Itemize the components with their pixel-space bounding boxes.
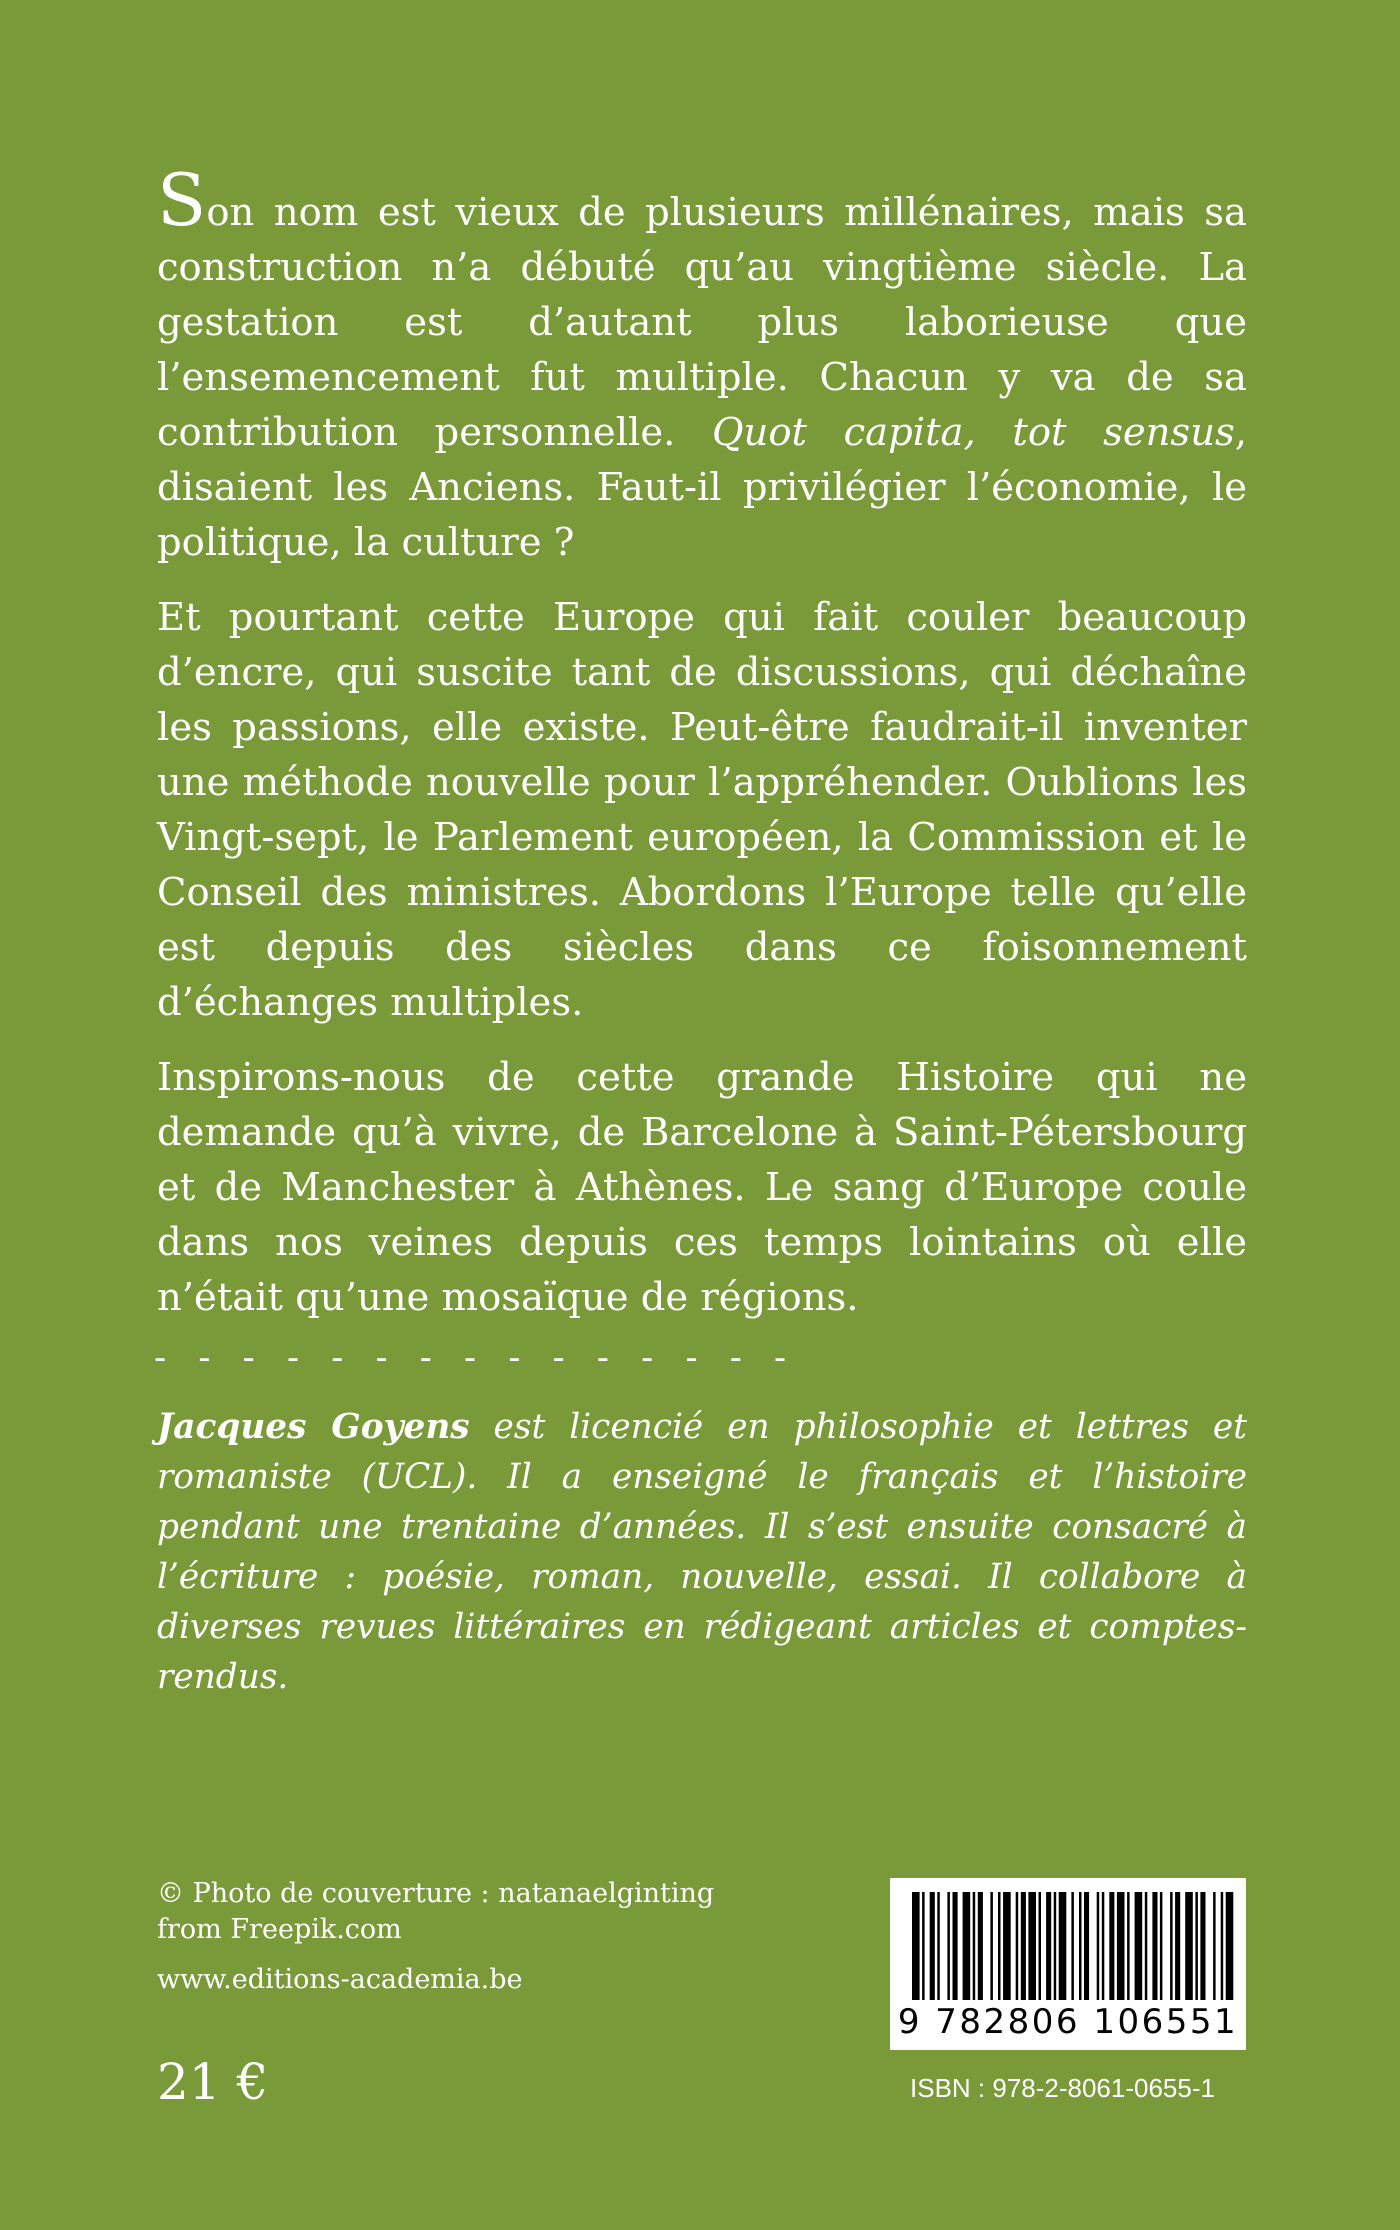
- barcode-bar: [1097, 1892, 1100, 2000]
- barcode-digits: 9 782806 106551: [897, 2002, 1239, 2042]
- barcode-bar: [998, 1892, 1001, 2000]
- barcode-bar: [1195, 1892, 1198, 2000]
- barcode-bar: [1221, 1892, 1224, 2000]
- barcode-bar: [1185, 1892, 1193, 2000]
- barcode-bar: [1226, 1892, 1234, 2000]
- barcode-bar: [1135, 1892, 1143, 2000]
- barcode-bar: [1109, 1892, 1114, 2000]
- blurb-p1-text: on nom est vieux de plusieurs millénaires, mais sa construction n’a débuté qu’au vingtième siècle. La gestation est d’autant plus laborieuse que l’ensemencement fut multiple. Chacun y va de sa contribution personnelle.: [157, 190, 1247, 455]
- drop-cap: S: [157, 158, 207, 242]
- barcode-bar: [922, 1892, 925, 2000]
- back-cover-blurb: [157, 158, 1247, 1345]
- barcode-bar: [947, 1892, 950, 2000]
- barcode-bar: [1003, 1892, 1011, 2000]
- barcode-bar: [1021, 1892, 1026, 2000]
- barcode: [890, 1878, 1246, 2050]
- barcode-bar: [1145, 1892, 1148, 2000]
- barcode-bar: [1084, 1892, 1089, 2000]
- blurb-paragraph-2: Et pourtant cette Europe qui fait couler beaucoup d’encre, qui suscite tant de discussions, qui déchaîne les passions, elle existe. Peut-être faudrait-il inventer une méthode nouvelle pour l’appréhender. Oublions les Vingt-sept, le Parlement européen, la Commission et le Conseil des ministres. Abordons l’Europe telle qu’elle est depuis des siècles dans ce foisonnement d’échanges multiples.: [157, 595, 1247, 1025]
- blurb-paragraph-1: [157, 158, 1247, 570]
- barcode-bar: [1200, 1892, 1205, 2000]
- blurb-paragraph-3: Inspirons-nous de cette grande Histoire qui ne demande qu’à vivre, de Barcelone à Saint-Pétersbourg et de Manchester à Athènes. Le sang d’Europe coule dans nos veines depuis ces temps lointains où elle n’était qu’une mosaïque de régions.: [157, 1055, 1247, 1320]
- author-bio-text: est licencié en philosophie et lettres et romaniste (UCL). Il a enseigné le français et l’histoire pendant une trentaine d’années. Il s’est ensuite consacré à l’écriture : poésie, roman, nouvelle, essai. Il collabore à diverses revues littéraires en rédigeant articles et comptes-rendus.: [157, 1407, 1247, 1697]
- barcode-bar: [1175, 1892, 1180, 2000]
- isbn-number: ISBN : 978-2-8061-0655-1: [910, 2073, 1215, 2103]
- barcode-bar: [1127, 1892, 1130, 2000]
- barcode-bar: [1054, 1892, 1057, 2000]
- barcode-bar: [1160, 1892, 1163, 2000]
- barcode-bar: [1016, 1892, 1019, 2000]
- barcode-bar: [990, 1892, 993, 2000]
- barcode-bar: [912, 1892, 920, 2000]
- barcode-bar: [1071, 1892, 1074, 2000]
- latin-quote: Quot capita, tot sensus: [711, 410, 1235, 455]
- price: 21 €: [157, 2053, 269, 2111]
- dashed-separator: - - - - - - - - - - - - - - -: [154, 1338, 797, 1378]
- author-name: Jacques Goyens: [157, 1407, 470, 1447]
- barcode-bar: [978, 1892, 983, 2000]
- barcode-bar: [1213, 1892, 1216, 2000]
- photo-credit-line-2: from Freepik.com: [157, 1914, 402, 1945]
- barcode-bar: [1059, 1892, 1067, 2000]
- barcode-bar: [1039, 1892, 1042, 2000]
- author-bio: [157, 1402, 1247, 1702]
- barcode-bar: [930, 1892, 935, 2000]
- barcode-bar: [937, 1892, 940, 2000]
- barcode-bar: [1102, 1892, 1105, 2000]
- barcode-bar: [1079, 1892, 1082, 2000]
- blurb-p1-text-end: , disaient les Anciens. Faut-il privilégier l’économie, le politique, la culture ?: [157, 410, 1247, 565]
- publisher-website: www.editions-academia.be: [157, 1964, 523, 1995]
- barcode-bar: [963, 1892, 971, 2000]
- barcode-bar: [1152, 1892, 1157, 2000]
- photo-credit-line-1: © Photo de couverture : natanaelginting: [157, 1878, 715, 1909]
- barcode-bar: [1028, 1892, 1036, 2000]
- barcode-bar: [1170, 1892, 1173, 2000]
- barcode-bar: [973, 1892, 976, 2000]
- photo-credit: [157, 1876, 714, 1948]
- barcode-bar: [1117, 1892, 1125, 2000]
- barcode-bar: [1046, 1892, 1051, 2000]
- barcode-bar: [953, 1892, 958, 2000]
